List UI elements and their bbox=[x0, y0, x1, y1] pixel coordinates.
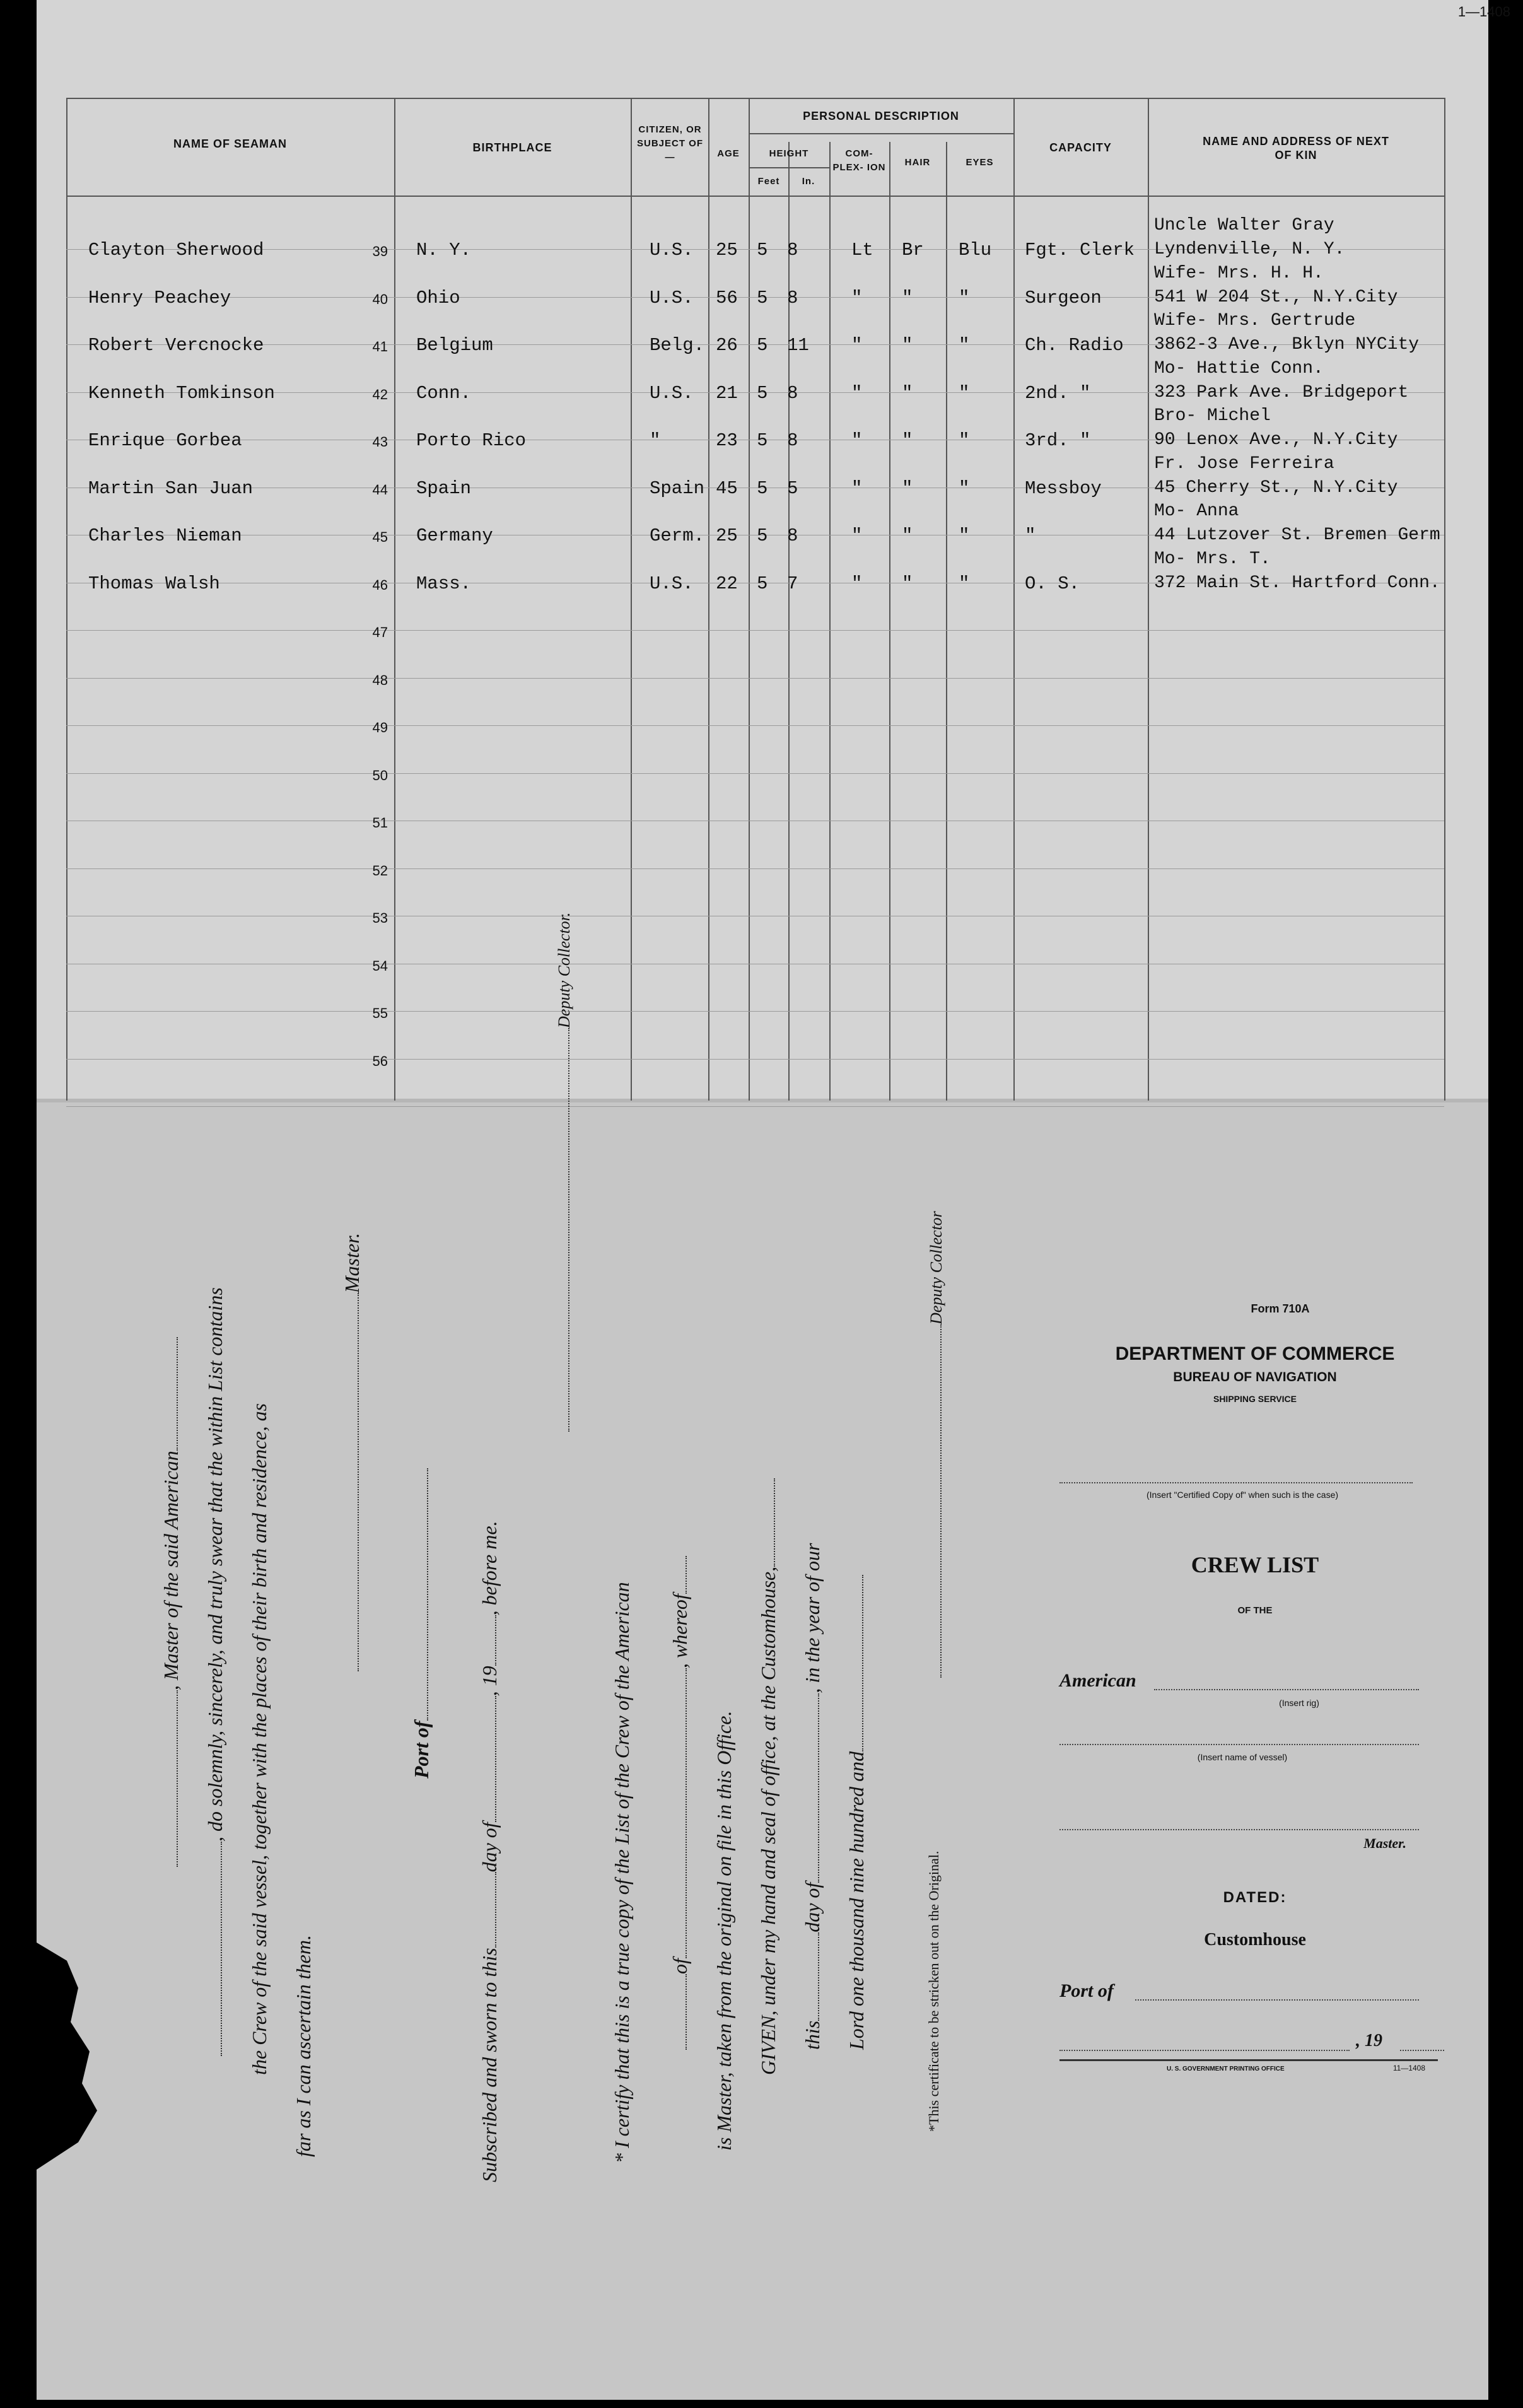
form-code: Form 710A bbox=[1251, 1302, 1310, 1315]
cell-next-of-kin: 323 Park Ave. Bridgeport bbox=[1154, 382, 1409, 402]
cell-hair: " bbox=[902, 335, 913, 356]
cell-birthplace: Spain bbox=[416, 477, 472, 499]
header-citizen: CITIZEN, OR SUBJECT OF— bbox=[636, 124, 703, 163]
header-name: NAME OF SEAMAN bbox=[173, 137, 287, 150]
cell-citizen: U.S. bbox=[650, 240, 694, 260]
insert-certified-note: (Insert "Certified Copy of" when such is the case) bbox=[1146, 1490, 1339, 1500]
row-number: 49 bbox=[372, 720, 388, 735]
cell-inches: 5 bbox=[787, 477, 798, 499]
service-title: SHIPPING SERVICE bbox=[1213, 1394, 1297, 1404]
certify-line-3: is Master, taken from the original on file in this Office. bbox=[713, 1710, 735, 2151]
crew-list-title: CREW LIST bbox=[1191, 1552, 1319, 1577]
cell-age: 22 bbox=[716, 573, 738, 594]
cell-inches: 8 bbox=[787, 382, 798, 404]
row-number: 51 bbox=[372, 815, 388, 831]
cell-eyes: " bbox=[959, 335, 970, 356]
cell-capacity: 2nd. " bbox=[1025, 382, 1091, 404]
certify-line-1: * I certify that this is a true copy of the List of the Crew of the American bbox=[610, 1582, 633, 2163]
cell-next-of-kin: 541 W 204 St., N.Y.City bbox=[1154, 287, 1398, 307]
header-height: HEIGHT bbox=[769, 148, 809, 159]
cell-name: Kenneth Tomkinson bbox=[88, 382, 275, 404]
row-number: 46 bbox=[372, 576, 388, 593]
oath-master: Master. bbox=[341, 1233, 364, 1671]
cell-complexion: " bbox=[851, 430, 863, 451]
cell-feet: 5 bbox=[757, 335, 768, 356]
printer-note: U. S. GOVERNMENT PRINTING OFFICE bbox=[1167, 2066, 1285, 2072]
cell-citizen: " bbox=[650, 430, 661, 451]
cell-age: 25 bbox=[716, 240, 738, 260]
cell-citizen: U.S. bbox=[650, 573, 694, 594]
cell-eyes: " bbox=[959, 430, 970, 451]
row-number: 56 bbox=[372, 1053, 388, 1069]
cell-inches: 8 bbox=[787, 525, 798, 546]
insert-rig-note: (Insert rig) bbox=[1279, 1698, 1319, 1708]
certify-line-5: thisday of, in the year of our bbox=[801, 1543, 824, 2050]
cell-feet: 5 bbox=[757, 382, 768, 404]
cell-next-of-kin: Mo- Anna bbox=[1154, 501, 1239, 521]
bureau-title: BUREAU OF NAVIGATION bbox=[1173, 1370, 1337, 1384]
cell-eyes: " bbox=[959, 287, 970, 308]
row-number: 41 bbox=[372, 339, 388, 354]
cell-name: Robert Vercnocke bbox=[88, 335, 264, 356]
cell-citizen: Spain bbox=[650, 477, 705, 499]
cell-feet: 5 bbox=[757, 240, 768, 260]
cell-birthplace: Germany bbox=[416, 525, 493, 546]
row-number: 50 bbox=[372, 767, 388, 783]
header-birthplace: BIRTHPLACE bbox=[472, 141, 552, 154]
row-number: 40 bbox=[372, 291, 388, 307]
cell-complexion: " bbox=[851, 477, 863, 499]
row-number: 43 bbox=[372, 434, 388, 450]
certify-line-4: GIVEN, under my hand and seal of office, at the Customhouse, bbox=[757, 1478, 780, 2075]
cell-feet: 5 bbox=[757, 477, 768, 499]
cell-capacity: Surgeon bbox=[1025, 287, 1102, 308]
oath-line-3: the Crew of the said vessel, together with the places of their birth and residence, as bbox=[248, 1403, 271, 2075]
cell-age: 26 bbox=[716, 335, 738, 356]
cell-next-of-kin: Wife- Mrs. Gertrude bbox=[1154, 311, 1356, 330]
cell-next-of-kin: 45 Cherry St., N.Y.City bbox=[1154, 477, 1398, 498]
row-number: 39 bbox=[372, 243, 388, 259]
dated-label: DATED: bbox=[1223, 1889, 1287, 1906]
header-personal-description: PERSONAL DESCRIPTION bbox=[803, 110, 959, 122]
cell-eyes: " bbox=[959, 477, 970, 499]
cell-age: 23 bbox=[716, 430, 738, 451]
cell-inches: 7 bbox=[787, 573, 798, 594]
certify-deputy-collector: Deputy Collector bbox=[927, 1211, 946, 1678]
year-label: , 19 bbox=[1356, 2031, 1382, 2050]
cell-citizen: Belg. bbox=[650, 335, 705, 356]
cell-name: Thomas Walsh bbox=[88, 573, 220, 594]
cell-next-of-kin: Fr. Jose Ferreira bbox=[1154, 453, 1334, 474]
cell-birthplace: N. Y. bbox=[416, 240, 472, 260]
cell-hair: " bbox=[902, 477, 913, 499]
cell-inches: 8 bbox=[787, 240, 798, 260]
cell-age: 25 bbox=[716, 525, 738, 546]
row-number: 55 bbox=[372, 1005, 388, 1021]
oath-subscribed: Subscribed and sworn to thisday of, 19, before me. bbox=[478, 1521, 501, 2182]
cell-capacity: 3rd. " bbox=[1025, 430, 1091, 451]
of-the-label: OF THE bbox=[1237, 1605, 1273, 1616]
cell-citizen: U.S. bbox=[650, 287, 694, 308]
header-hair: HAIR bbox=[904, 157, 931, 168]
certify-line-2: of, whereof bbox=[668, 1556, 692, 2050]
cell-complexion: " bbox=[851, 525, 863, 546]
row-number: 53 bbox=[372, 910, 388, 926]
oath-line-1: , Master of the said American bbox=[160, 1337, 183, 1867]
row-number: 54 bbox=[372, 957, 388, 974]
port-of-label: Port of bbox=[1059, 1980, 1114, 2001]
row-number: 52 bbox=[372, 862, 388, 879]
cell-name: Charles Nieman bbox=[88, 525, 242, 546]
cell-birthplace: Mass. bbox=[416, 573, 472, 594]
cell-capacity: Ch. Radio bbox=[1025, 335, 1124, 356]
cell-next-of-kin: 90 Lenox Ave., N.Y.City bbox=[1154, 430, 1398, 450]
header-feet: Feet bbox=[757, 176, 780, 187]
row-number: 44 bbox=[372, 481, 388, 498]
cell-age: 56 bbox=[716, 287, 738, 308]
cell-eyes: Blu bbox=[959, 240, 992, 260]
header-age: AGE bbox=[717, 148, 740, 159]
cell-eyes: " bbox=[959, 382, 970, 404]
cell-hair: Br bbox=[902, 240, 924, 260]
cell-name: Enrique Gorbea bbox=[88, 430, 242, 451]
cell-birthplace: Porto Rico bbox=[416, 430, 527, 451]
oath-line-4: far as I can ascertain them. bbox=[292, 1935, 315, 2157]
cell-capacity: " bbox=[1025, 525, 1036, 546]
cell-complexion: " bbox=[851, 573, 863, 594]
cell-complexion: " bbox=[851, 287, 863, 308]
cell-hair: " bbox=[902, 287, 913, 308]
cell-capacity: O. S. bbox=[1025, 573, 1080, 594]
cell-next-of-kin: Mo- Hattie Conn. bbox=[1154, 358, 1324, 378]
row-number: 48 bbox=[372, 672, 388, 688]
cell-birthplace: Conn. bbox=[416, 382, 472, 404]
cell-age: 45 bbox=[716, 477, 738, 499]
printer-code: 11—1408 bbox=[1392, 2064, 1425, 2072]
cell-hair: " bbox=[902, 382, 913, 404]
cell-eyes: " bbox=[959, 573, 970, 594]
header-complexion: COM- PLEX- ION bbox=[832, 148, 886, 173]
row-number: 42 bbox=[372, 386, 388, 402]
header-capacity: CAPACITY bbox=[1049, 141, 1112, 154]
cell-name: Martin San Juan bbox=[88, 477, 254, 499]
cell-capacity: Fgt. Clerk bbox=[1025, 240, 1135, 260]
cell-name: Clayton Sherwood bbox=[88, 240, 264, 260]
oath-line-2: , do solemnly, sincerely, and truly swear that the within List contains bbox=[204, 1287, 227, 2056]
insert-vessel-note: (Insert name of vessel) bbox=[1197, 1752, 1288, 1762]
cell-name: Henry Peachey bbox=[88, 287, 231, 308]
cell-feet: 5 bbox=[757, 430, 768, 451]
cell-complexion: " bbox=[851, 382, 863, 404]
cell-next-of-kin: 372 Main St. Hartford Conn. bbox=[1154, 573, 1440, 593]
certify-footnote: *This certificate to be stricken out on the Original. bbox=[926, 1850, 942, 2132]
american-label: American bbox=[1059, 1670, 1136, 1691]
cell-inches: 11 bbox=[787, 335, 809, 356]
cell-feet: 5 bbox=[757, 573, 768, 594]
form-number: 1—1408 bbox=[1457, 4, 1510, 20]
cell-citizen: U.S. bbox=[650, 382, 694, 404]
cell-next-of-kin: Wife- Mrs. H. H. bbox=[1154, 263, 1324, 283]
cell-feet: 5 bbox=[757, 525, 768, 546]
cell-feet: 5 bbox=[757, 287, 768, 308]
cell-capacity: Messboy bbox=[1025, 477, 1102, 499]
cell-complexion: " bbox=[851, 335, 863, 356]
oath-port: Port of bbox=[410, 1468, 433, 1779]
certify-line-6: Lord one thousand nine hundred and bbox=[845, 1575, 868, 2050]
cell-inches: 8 bbox=[787, 287, 798, 308]
cell-birthplace: Belgium bbox=[416, 335, 493, 356]
cell-eyes: " bbox=[959, 525, 970, 546]
cell-citizen: Germ. bbox=[650, 525, 705, 546]
cell-next-of-kin: 44 Lutzover St. Bremen Germ bbox=[1154, 525, 1440, 545]
cell-hair: " bbox=[902, 525, 913, 546]
header-inches: In. bbox=[802, 176, 815, 187]
cell-next-of-kin: Mo- Mrs. T. bbox=[1154, 549, 1271, 569]
department-title: DEPARTMENT OF COMMERCE bbox=[1115, 1343, 1395, 1364]
cell-hair: " bbox=[902, 573, 913, 594]
cell-hair: " bbox=[902, 430, 913, 451]
cell-next-of-kin: Bro- Michel bbox=[1154, 406, 1271, 426]
cell-birthplace: Ohio bbox=[416, 287, 460, 308]
cell-age: 21 bbox=[716, 382, 738, 404]
row-number: 47 bbox=[372, 624, 388, 640]
customhouse-label: Customhouse bbox=[1204, 1930, 1306, 1949]
cell-complexion: Lt bbox=[851, 240, 873, 260]
cell-next-of-kin: Uncle Walter Gray bbox=[1154, 216, 1334, 235]
row-number: 45 bbox=[372, 529, 388, 545]
cover-panel bbox=[1059, 1299, 1450, 2088]
header-next-of-kin: NAME AND ADDRESS OF NEXT OF KIN bbox=[1203, 135, 1389, 161]
oath-deputy-collector: Deputy Collector. bbox=[555, 913, 574, 1432]
header-eyes: EYES bbox=[966, 157, 994, 168]
cell-next-of-kin: Lyndenville, N. Y. bbox=[1154, 240, 1345, 259]
cover-master-label: Master. bbox=[1363, 1835, 1406, 1851]
cell-inches: 8 bbox=[787, 430, 798, 451]
cell-next-of-kin: 3862-3 Ave., Bklyn NYCity bbox=[1154, 335, 1420, 354]
